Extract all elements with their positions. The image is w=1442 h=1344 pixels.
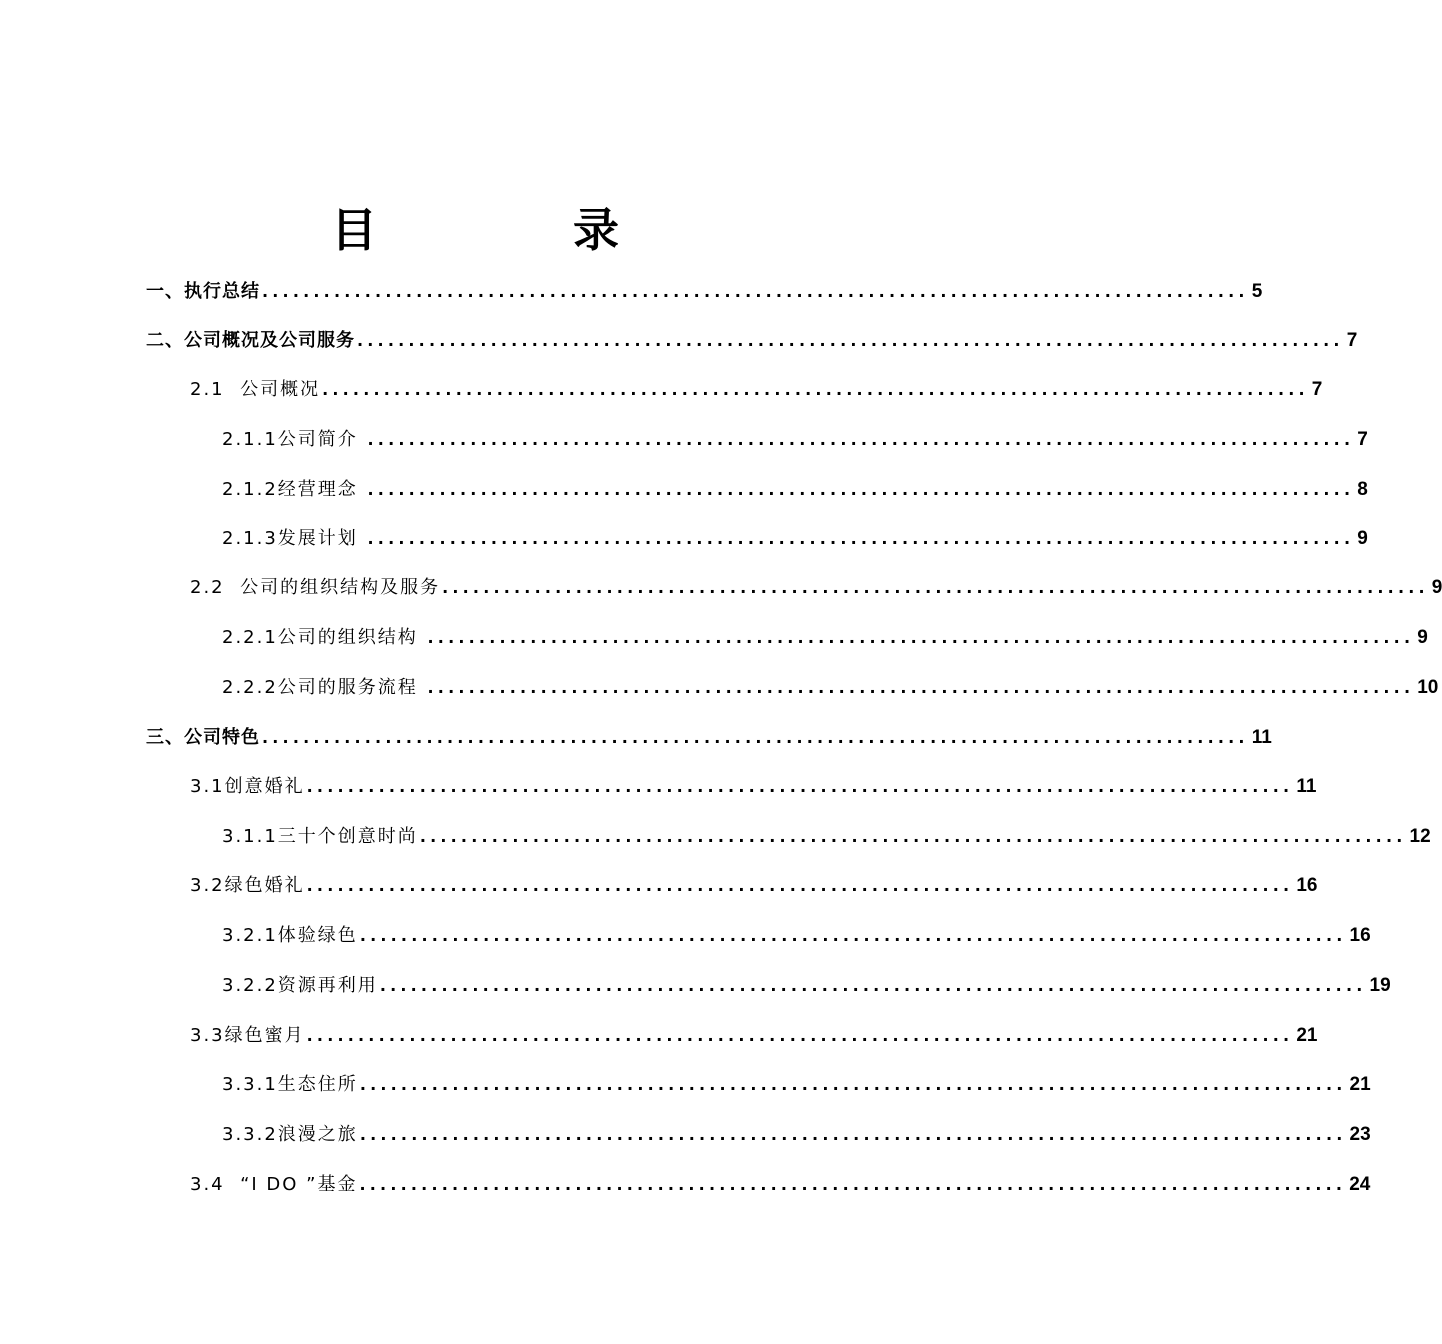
toc-entry-2-2-2[interactable] — [222, 668, 1439, 708]
toc-page-number: 7 — [1357, 429, 1368, 450]
toc-entry-2-1-1[interactable] — [222, 420, 1368, 460]
toc-entry-company-overview-services[interactable] — [146, 321, 1358, 361]
toc-page-number: 21 — [1349, 1074, 1371, 1095]
toc-page-number: 11 — [1296, 776, 1317, 797]
toc-page-number: 16 — [1296, 875, 1318, 896]
toc-title: 目 录 — [330, 203, 709, 257]
dot-leader: ................................................................................................ — [442, 578, 1429, 597]
toc-entry-text: 二、公司概况及公司服务 — [146, 330, 355, 351]
toc-entry-text: 2.1.1公司简介 — [222, 429, 366, 450]
toc-page-number: 16 — [1349, 925, 1371, 946]
dot-leader: ................................................................................................ — [359, 1175, 1347, 1194]
toc-entry-2-1-3[interactable] — [222, 519, 1368, 559]
toc-entry-3-3[interactable] — [190, 1016, 1318, 1056]
toc-page-number: 9 — [1431, 577, 1442, 598]
toc-entry-company-features[interactable] — [146, 718, 1272, 758]
toc-entry-3-1[interactable] — [190, 767, 1317, 807]
toc-entry-2-2-1[interactable] — [222, 618, 1428, 658]
toc-page-number: 5 — [1251, 281, 1263, 302]
dot-leader: ................................................................................................ — [322, 380, 1309, 399]
toc-entry-text: 2.2.1公司的组织结构 — [222, 627, 426, 648]
toc-entry-text: 2.2 公司的组织结构及服务 — [190, 577, 441, 598]
toc-entry-text: 3.3绿色蜜月 — [190, 1025, 305, 1046]
toc-page-number: 10 — [1417, 677, 1439, 698]
toc-entry-text: 2.1.2经营理念 — [222, 479, 366, 500]
toc-entry-executive-summary[interactable] — [146, 272, 1263, 312]
toc-entry-text: 一、执行总结 — [146, 281, 260, 302]
dot-leader: ................................................................................................ — [427, 678, 1415, 697]
toc-page-number: 24 — [1349, 1174, 1371, 1195]
dot-leader: ................................................................................................ — [359, 926, 1347, 945]
toc-entry-text: 3.3.1生态住所 — [222, 1074, 358, 1095]
toc-entry-text: 3.2绿色婚礼 — [190, 875, 305, 896]
toc-entry-text: 3.2.1体验绿色 — [222, 925, 358, 946]
toc-entry-2-2[interactable] — [190, 568, 1442, 608]
dot-leader: ................................................................................................ — [306, 777, 1294, 796]
toc-entry-text: 3.3.2浪漫之旅 — [222, 1124, 358, 1145]
toc-page-number: 23 — [1349, 1124, 1371, 1145]
toc-entry-text: 3.1创意婚礼 — [190, 776, 305, 797]
dot-leader: ................................................................................................ — [367, 480, 1355, 499]
dot-leader: ................................................................................................ — [427, 628, 1415, 647]
toc-entry-3-3-1[interactable] — [222, 1065, 1371, 1105]
toc-page-number: 9 — [1417, 627, 1428, 648]
toc-entry-text: 2.1 公司概况 — [190, 379, 321, 400]
toc-entry-3-2-2[interactable] — [222, 966, 1391, 1006]
toc-entry-3-1-1[interactable] — [222, 817, 1431, 857]
dot-leader: ................................................................................................ — [419, 827, 1407, 846]
toc-page-number: 7 — [1346, 330, 1358, 351]
toc-entry-text: 2.2.2公司的服务流程 — [222, 677, 426, 698]
dot-leader: ................................................................................................ — [359, 1075, 1347, 1094]
dot-leader: ................................................................................................ — [262, 728, 1249, 747]
dot-leader: ................................................................................................ — [379, 976, 1367, 995]
toc-page-number: 19 — [1369, 975, 1391, 996]
toc-page-number: 7 — [1311, 379, 1323, 400]
toc-entry-text: 三、公司特色 — [146, 727, 260, 748]
toc-entry-text: 3.2.2资源再利用 — [222, 975, 378, 996]
dot-leader: ................................................................................................ — [306, 1026, 1294, 1045]
toc-page-number: 8 — [1357, 479, 1368, 500]
toc-page-number: 9 — [1357, 528, 1368, 549]
toc-entry-3-4[interactable] — [190, 1165, 1371, 1205]
toc-entry-3-2-1[interactable] — [222, 916, 1371, 956]
dot-leader: ................................................................................................ — [367, 529, 1355, 548]
toc-page-number: 21 — [1296, 1025, 1318, 1046]
toc-entry-2-1-2[interactable] — [222, 470, 1368, 510]
toc-page-number: 12 — [1409, 826, 1431, 847]
dot-leader: ................................................................................................ — [357, 331, 1344, 350]
toc-entry-text: 3.1.1三十个创意时尚 — [222, 826, 418, 847]
dot-leader: ................................................................................................ — [359, 1125, 1347, 1144]
toc-entry-3-2[interactable] — [190, 866, 1318, 906]
toc-entry-2-1[interactable] — [190, 370, 1323, 410]
toc-entry-text: 3.4 “I DO ”基金 — [190, 1174, 358, 1195]
dot-leader: ................................................................................................ — [367, 430, 1355, 449]
dot-leader: ................................................................................................ — [262, 282, 1249, 301]
toc-entry-text: 2.1.3发展计划 — [222, 528, 366, 549]
dot-leader: ................................................................................................ — [306, 876, 1294, 895]
toc-entry-3-3-2[interactable] — [222, 1115, 1371, 1155]
toc-page-number: 11 — [1251, 727, 1272, 748]
